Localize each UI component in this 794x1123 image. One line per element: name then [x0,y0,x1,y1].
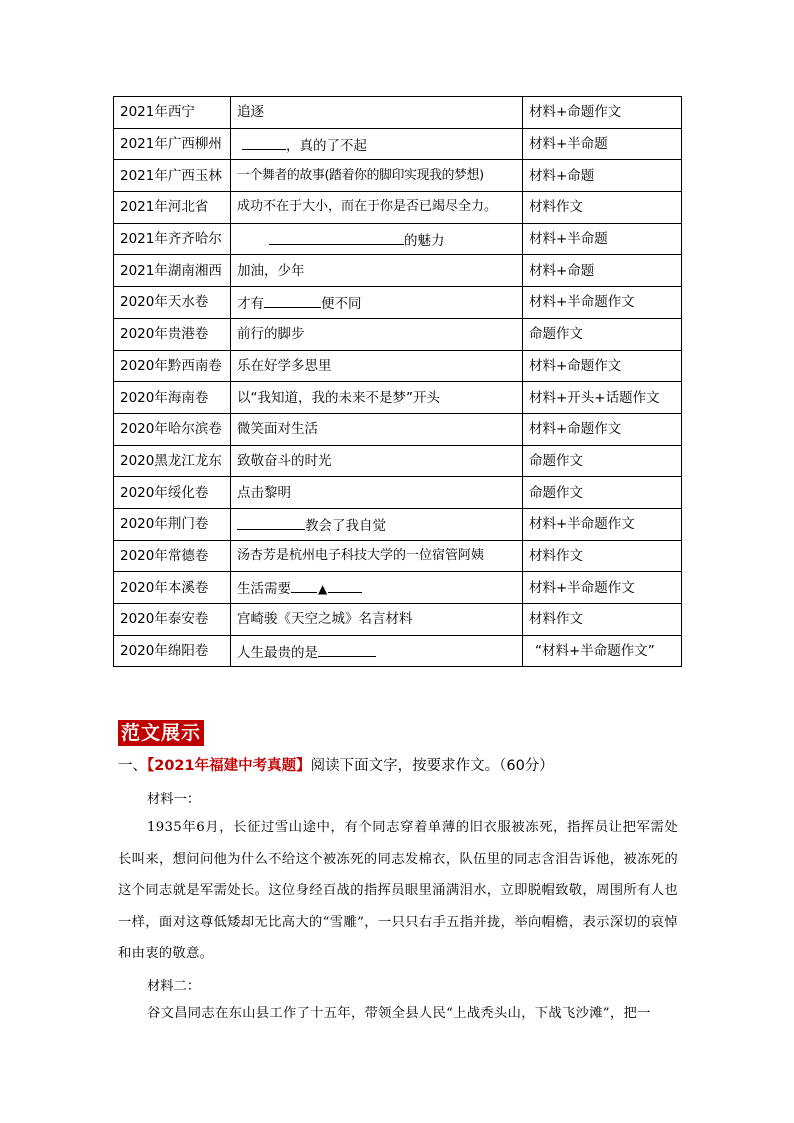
table-row [114,128,682,160]
region-cell: 2020年黔西南卷 [114,350,231,382]
region-cell: 2020年贵港卷 [114,318,231,350]
topic-cell: 一个舞者的故事(踏着你的脚印实现我的梦想) [231,160,523,192]
region-cell: 2020年哈尔滨卷 [114,413,231,445]
table-row [114,255,682,287]
table-row [114,572,682,604]
topic-suffix: ，真的了不起 [286,137,367,154]
topic-cell: 宫崎骏《天空之城》名言材料 [231,604,523,636]
topic-prefix: 生活需要 [237,581,291,598]
question-heading [118,757,554,775]
topic-cell [231,223,523,255]
region-cell: 2021年广西玉林 [114,160,231,192]
type-cell: 材料+开头+话题作文 [523,382,682,414]
triangle-marker: ▲ [318,582,328,597]
region-cell: 2020年天水卷 [114,287,231,319]
topic-cell [231,508,523,540]
topic-cell: 成功不在于大小，而在于你是否已竭尽全力。 [231,192,523,224]
type-cell: 材料+半命题作文 [523,508,682,540]
fill-in-blank [328,578,362,593]
topic-prefix: 才有 [237,295,264,312]
table-row [114,604,682,636]
topic-cell [231,287,523,319]
type-cell: 材料+半命题作文 [523,287,682,319]
type-cell: 材料+命题作文 [523,350,682,382]
fill-in-blank [269,230,404,245]
region-cell: 2020年绥化卷 [114,477,231,509]
material-one-label: 材料一： [147,792,201,807]
type-cell: 材料+命题 [523,255,682,287]
fill-in-blank [264,293,321,308]
topic-cell [231,572,523,604]
topic-cell: 加油，少年 [231,255,523,287]
topic-prefix: 人生最贵的是 [237,644,318,661]
topic-cell: 前行的脚步 [231,318,523,350]
topic-cell: 以“我知道，我的未来不是梦”开头 [231,382,523,414]
table-row [114,223,682,255]
region-cell: 2021年湖南湘西 [114,255,231,287]
region-cell: 2020年海南卷 [114,382,231,414]
topic-cell: 点击黎明 [231,477,523,509]
type-cell: 命题作文 [523,477,682,509]
fill-in-blank [237,515,305,530]
topic-cell: 乐在好学多思里 [231,350,523,382]
type-cell: 材料+半命题作文 [523,572,682,604]
type-cell: 材料作文 [523,540,682,572]
type-cell: 材料作文 [523,192,682,224]
topic-suffix: 教会了我自觉 [305,517,386,534]
material-two-label: 材料二： [147,979,201,994]
question-instruction: 阅读下面文字，按要求作文。（60分） [310,758,554,774]
region-cell: 2021年广西柳州 [114,128,231,160]
type-cell: 材料+命题 [523,160,682,192]
type-cell: 命题作文 [523,445,682,477]
region-cell: 2020年荆门卷 [114,508,231,540]
material-two-paragraph: 谷文昌同志在东山县工作了十五年，带领全县人民“上战秃头山，下战飞沙滩”，把一 [147,1006,651,1021]
question-number: 一、 [118,758,147,774]
question-source-tag: 【2021年福建中考真题】 [147,758,311,774]
fill-in-blank [291,578,317,593]
region-cell: 2020年泰安卷 [114,604,231,636]
topic-cell [231,128,523,160]
fill-in-blank [318,642,376,657]
type-cell: 命题作文 [523,318,682,350]
topic-cell: 汤杏芳是杭州电子科技大学的一位宿管阿姨 [231,540,523,572]
region-cell: 2021年齐齐哈尔 [114,223,231,255]
table-row [114,413,682,445]
topic-cell: 微笑面对生活 [231,413,523,445]
table-row [114,97,682,129]
table-row [114,160,682,192]
table-row [114,445,682,477]
table-row [114,287,682,319]
table-row [114,350,682,382]
table-row [114,477,682,509]
region-cell: 2020年绵阳卷 [114,635,231,667]
type-cell: 材料作文 [523,604,682,636]
table-row [114,382,682,414]
type-cell: 材料+半命题 [523,223,682,255]
topic-suffix: 便不同 [321,295,362,312]
table-row [114,540,682,572]
topic-cell [231,635,523,667]
region-cell: 2021年河北省 [114,192,231,224]
fill-in-blank [242,135,286,150]
type-cell: 材料+半命题 [523,128,682,160]
type-cell: 材料+命题作文 [523,413,682,445]
table-row [114,318,682,350]
topic-cell: 致敬奋斗的时光 [231,445,523,477]
table-row [114,192,682,224]
type-cell: 材料+命题作文 [523,97,682,129]
region-cell: 2020黑龙江龙东 [114,445,231,477]
type-cell: “材料+半命题作文” [523,635,682,667]
table-row [114,508,682,540]
topic-suffix: 的魅力 [404,232,445,249]
section-title: 范文展示 [118,720,204,746]
region-cell: 2020年本溪卷 [114,572,231,604]
material-one-paragraph: 1935年6月，长征过雪山途中，有个同志穿着单薄的旧衣服被冻死，指挥员让把军需处长叫来，想问问他为什么不给这个被冻死的同志发棉衣，队伍里的同志含泪告诉他，被冻死的这个同志就是军需处长。这位身经百战的指挥员眼里涌满泪水，立即脱帽致敬，周围所有人也一样，面对这尊低矮却无比高大的“雪雕”，一只只右手五指并拢，举向帽檐，表示深切的哀悼和由衷的敬意。 [118,820,678,961]
region-cell: 2020年常德卷 [114,540,231,572]
exam-topics-table [113,96,682,667]
table-row [114,635,682,667]
region-cell: 2021年西宁 [114,97,231,129]
topic-cell: 追逐 [231,97,523,129]
